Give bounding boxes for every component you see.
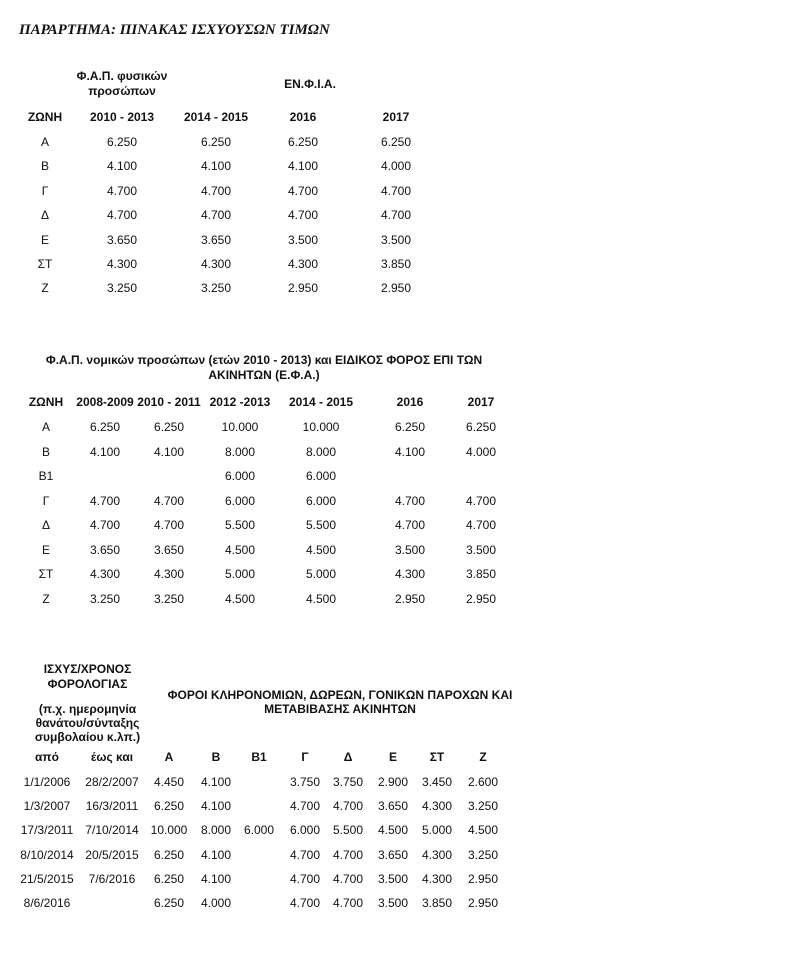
table-cell: 3.650 <box>200 232 232 247</box>
validity-note-line1: (π.χ. ημερομηνία <box>38 702 137 716</box>
table-cell: 17/3/2011 <box>20 823 74 838</box>
table-cell: 3.500 <box>377 896 409 910</box>
table-cell: 4.700 <box>394 493 426 508</box>
table-cell: 4.700 <box>394 518 426 532</box>
fap-group-header: Φ.Α.Π. φυσικών προσώπων <box>76 69 168 98</box>
table-cell: 3.250 <box>200 281 232 296</box>
table-cell: Ε <box>40 232 50 247</box>
table-cell: 6.250 <box>153 847 185 862</box>
table-cell: Α <box>40 135 50 149</box>
table-cell: 7/10/2014 <box>85 823 139 838</box>
table2-col-header: 2017 <box>467 395 495 409</box>
table-cell: 4.300 <box>421 871 453 886</box>
table-cell: 3.650 <box>106 232 138 247</box>
table-cell: 4.700 <box>289 847 321 862</box>
table-cell: 4.100 <box>200 871 232 886</box>
table-cell: 6.000 <box>305 493 337 508</box>
table-cell: 4.300 <box>153 567 185 581</box>
table-cell: 4.450 <box>153 775 185 789</box>
table-cell: 4.700 <box>106 183 138 198</box>
table-cell: 3.850 <box>421 896 453 910</box>
table-cell: 4.700 <box>332 799 364 814</box>
table-cell: 1/3/2007 <box>23 799 71 814</box>
table-cell: Β1 <box>38 469 54 483</box>
table-cell: 6.250 <box>153 799 185 814</box>
table-cell: 4.300 <box>287 257 319 271</box>
table-cell: 5.000 <box>224 567 256 581</box>
table-cell: 3.500 <box>394 542 426 557</box>
table-cell: 3.650 <box>153 542 185 557</box>
table-cell: 4.500 <box>377 823 409 838</box>
table-cell: 4.700 <box>89 493 121 508</box>
table-cell: 4.100 <box>200 799 232 814</box>
table-cell: Ζ <box>42 591 50 606</box>
table-cell: 3.650 <box>89 542 121 557</box>
table-cell: 21/5/2015 <box>20 871 74 886</box>
table3-col-header: Β <box>211 750 221 764</box>
table-cell: 4.700 <box>153 493 185 508</box>
table3-col-header: Δ <box>343 750 353 764</box>
table1-col-header: 2017 <box>382 110 410 124</box>
table-cell: 4.700 <box>89 518 121 532</box>
table-cell: 3.850 <box>465 567 497 581</box>
table-cell: 4.700 <box>200 183 232 198</box>
table-cell: 4.100 <box>394 444 426 459</box>
table-cell: 6.250 <box>106 135 138 149</box>
table3-title-line2: ΜΕΤΑΒΙΒΑΣΗΣ ΑΚΙΝΗΤΩΝ <box>264 702 416 716</box>
table-cell: 6.250 <box>380 135 412 149</box>
table-cell: 4.300 <box>106 257 138 271</box>
table-cell: 6.250 <box>153 871 185 886</box>
table-cell: 2.950 <box>467 896 499 910</box>
table-cell: 3.250 <box>467 799 499 814</box>
table-cell: 8/6/2016 <box>23 896 71 910</box>
table-cell: 4.300 <box>421 847 453 862</box>
table-cell: 4.700 <box>289 896 321 910</box>
table-cell: 6.250 <box>287 135 319 149</box>
table2-col-header: 2010 - 2011 <box>137 395 201 409</box>
table-cell: 3.850 <box>380 257 412 271</box>
enfia-group-header: ΕΝ.Φ.Ι.Α. <box>284 77 336 91</box>
table-cell: 3.650 <box>377 799 409 814</box>
validity-header-line2: ΦΟΡΟΛΟΓΙΑΣ <box>47 677 128 691</box>
table3-col-header: Ε <box>388 750 398 764</box>
table-cell: 4.100 <box>106 159 138 174</box>
table3-title-line1: ΦΟΡΟΙ ΚΛΗΡΟΝΟΜΙΩΝ, ΔΩΡΕΩΝ, ΓΟΝΙΚΩΝ ΠΑΡΟΧΩΝ ΚΑΙ <box>167 688 513 702</box>
table-cell: Α <box>41 420 51 434</box>
table-cell: 3.250 <box>153 591 185 606</box>
table-cell: 3.750 <box>289 775 321 789</box>
table-cell: 4.700 <box>380 183 412 198</box>
validity-header-line1: ΙΣΧΥΣ/ΧΡΟΝΟΣ <box>43 662 132 676</box>
table-cell: 6.000 <box>224 493 256 508</box>
table-cell: 10.000 <box>221 420 259 434</box>
table-cell: 2.950 <box>467 871 499 886</box>
table-cell: 4.100 <box>89 444 121 459</box>
table2-title-line2: ΑΚΙΝΗΤΩΝ (Ε.Φ.Α.) <box>208 368 320 382</box>
table-cell: 3.250 <box>106 281 138 296</box>
table-cell: 5.000 <box>305 567 337 581</box>
table-cell: Γ <box>41 183 49 198</box>
table-cell: 2.950 <box>287 281 319 296</box>
table-cell: 4.700 <box>332 871 364 886</box>
table-cell: 8.000 <box>224 444 256 459</box>
table3-col-header: Α <box>164 750 174 764</box>
table-cell: 7/6/2016 <box>88 871 136 886</box>
table-cell: 2.600 <box>467 775 499 789</box>
table-cell: 4.700 <box>106 208 138 223</box>
table-cell: 10.000 <box>302 420 340 434</box>
table-cell: 2.900 <box>377 775 409 789</box>
table-cell: 4.700 <box>287 208 319 223</box>
table-cell: 4.100 <box>287 159 319 174</box>
table-cell: Ε <box>41 542 51 557</box>
table-cell: 3.250 <box>89 591 121 606</box>
table-cell: 4.000 <box>380 159 412 174</box>
table-cell: 6.000 <box>289 823 321 838</box>
table-cell: 4.700 <box>465 493 497 508</box>
table-cell: 8/10/2014 <box>20 847 74 862</box>
table-cell: Β <box>41 444 51 459</box>
table-cell: Β <box>40 159 50 174</box>
table-cell: 4.700 <box>200 208 232 223</box>
table-cell: Γ <box>42 493 50 508</box>
table-cell: 5.500 <box>305 518 337 532</box>
table-cell: 6.250 <box>394 420 426 434</box>
table-cell: 4.700 <box>153 518 185 532</box>
table-cell: 6.000 <box>224 469 256 483</box>
table2-col-header: ΖΩΝΗ <box>28 395 64 409</box>
table-cell: 4.100 <box>200 847 232 862</box>
table-cell: 28/2/2007 <box>85 775 139 789</box>
table-cell: 2.950 <box>465 591 497 606</box>
table-cell: 2.950 <box>380 281 412 296</box>
table-cell: 1/1/2006 <box>23 775 71 789</box>
table1-col-header: 2010 - 2013 <box>89 110 155 124</box>
table-cell: 3.750 <box>332 775 364 789</box>
table-cell: 16/3/2011 <box>85 799 139 814</box>
table-cell: 6.000 <box>243 823 275 838</box>
table-cell: 4.700 <box>289 871 321 886</box>
table3-col-header: Ζ <box>479 750 487 764</box>
table1-col-header: 2014 - 2015 <box>183 110 249 124</box>
table2-col-header: 2014 - 2015 <box>288 395 354 409</box>
table-cell: 8.000 <box>305 444 337 459</box>
table-cell: 4.100 <box>153 444 185 459</box>
page-title: ΠΑΡΑΡΤΗΜΑ: ΠΙΝΑΚΑΣ ΙΣΧΥΟΥΣΩΝ ΤΙΜΩΝ <box>19 22 330 38</box>
table-cell: 4.700 <box>332 847 364 862</box>
table-cell: 3.500 <box>377 871 409 886</box>
table-cell: 4.300 <box>421 799 453 814</box>
table-cell: 6.000 <box>305 469 337 483</box>
table-cell: 4.500 <box>224 542 256 557</box>
table-cell: 5.500 <box>332 823 364 838</box>
validity-note-line2: θανάτου/σύνταξης <box>35 716 140 730</box>
table-cell: 4.100 <box>200 775 232 789</box>
table-cell: 6.250 <box>153 420 185 434</box>
table-cell: 4.300 <box>89 567 121 581</box>
table-cell: Δ <box>41 518 51 532</box>
table-cell: 4.700 <box>465 518 497 532</box>
table-cell: 4.000 <box>200 896 232 910</box>
table-cell: 4.700 <box>332 896 364 910</box>
table-cell: 8.000 <box>200 823 232 838</box>
table2-title-line1: Φ.Α.Π. νομικών προσώπων (ετών 2010 - 2013) και ΕΙΔΙΚΟΣ ΦΟΡΟΣ ΕΠΙ ΤΩΝ <box>45 353 483 367</box>
table-cell: 6.250 <box>465 420 497 434</box>
table-cell: 6.250 <box>153 896 185 910</box>
table-cell: 2.950 <box>394 591 426 606</box>
table-cell: Ζ <box>41 281 49 296</box>
table1-col-header: ΖΩΝΗ <box>27 110 63 124</box>
table3-col-header: έως και <box>90 750 134 764</box>
table-cell: 5.000 <box>421 823 453 838</box>
table-cell: 3.250 <box>467 847 499 862</box>
table-cell: 4.300 <box>394 567 426 581</box>
table-cell: 4.700 <box>289 799 321 814</box>
table-cell: 4.700 <box>287 183 319 198</box>
table-cell: 4.500 <box>467 823 499 838</box>
table2-col-header: 2008-2009 <box>76 395 134 409</box>
table3-col-header: ΣΤ <box>429 750 445 764</box>
table-cell: ΣΤ <box>38 567 54 581</box>
table-cell: 4.500 <box>305 542 337 557</box>
table-cell: 3.500 <box>465 542 497 557</box>
table-cell: 3.450 <box>421 775 453 789</box>
table-cell: 4.100 <box>200 159 232 174</box>
table-cell: 3.650 <box>377 847 409 862</box>
table1-col-header: 2016 <box>289 110 317 124</box>
table-cell: 3.500 <box>380 232 412 247</box>
table3-col-header: Β1 <box>251 750 267 764</box>
table2-col-header: 2012 -2013 <box>209 395 271 409</box>
table-cell: 4.500 <box>224 591 256 606</box>
table-cell: 10.000 <box>150 823 188 838</box>
table-cell: Δ <box>40 208 50 223</box>
table-cell: 4.700 <box>380 208 412 223</box>
table3-col-header: από <box>35 750 59 764</box>
table3-col-header: Γ <box>301 750 309 764</box>
table-cell: 6.250 <box>200 135 232 149</box>
table-cell: 4.300 <box>200 257 232 271</box>
table-cell: 5.500 <box>224 518 256 532</box>
validity-note-line3: συμβολαίου κ.λπ.) <box>34 730 141 744</box>
table-cell: ΣΤ <box>37 257 53 271</box>
table-cell: 20/5/2015 <box>85 847 139 862</box>
table-cell: 3.500 <box>287 232 319 247</box>
table-cell: 4.500 <box>305 591 337 606</box>
table2-col-header: 2016 <box>396 395 424 409</box>
table-cell: 4.000 <box>465 444 497 459</box>
table-cell: 6.250 <box>89 420 121 434</box>
